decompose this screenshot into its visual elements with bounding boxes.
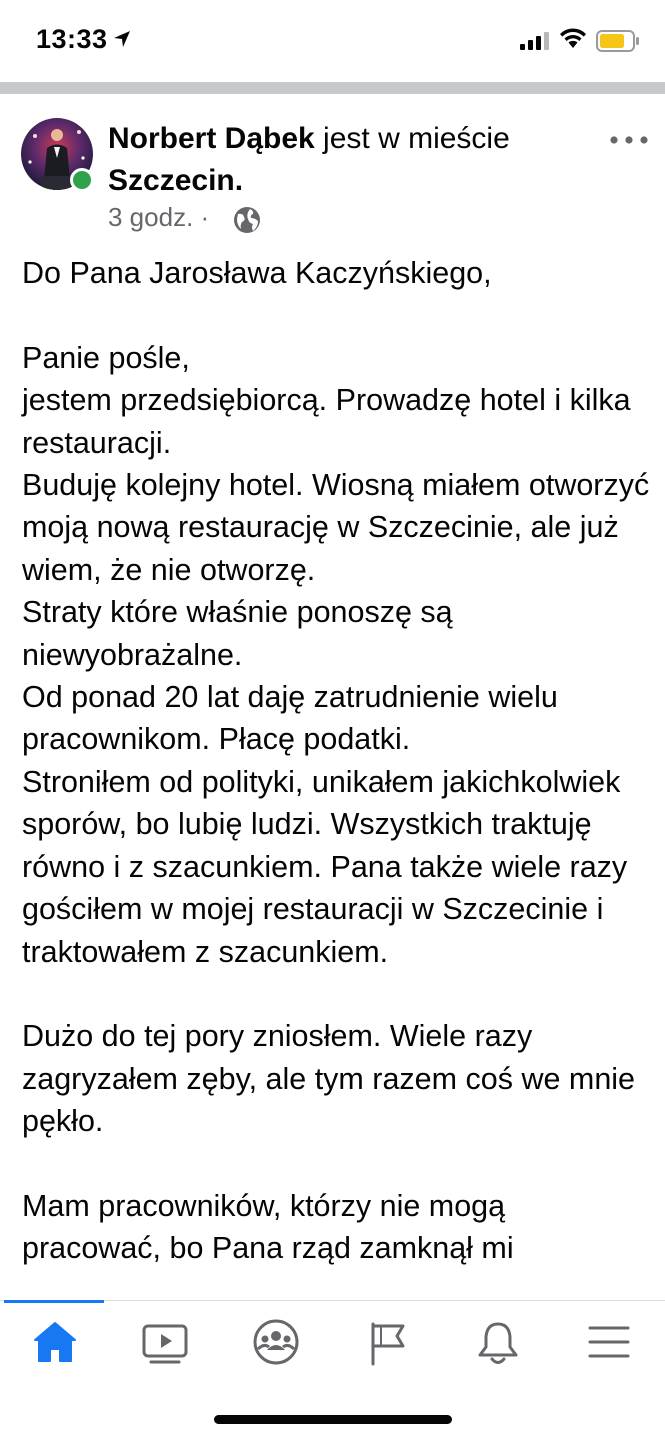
post-body-container bbox=[0, 244, 665, 1300]
location-arrow-icon bbox=[112, 29, 132, 49]
menu-icon[interactable] bbox=[581, 1316, 637, 1368]
active-tab-indicator bbox=[4, 1300, 104, 1303]
more-options-icon[interactable] bbox=[608, 130, 650, 150]
online-status-dot bbox=[70, 168, 94, 192]
post-header bbox=[0, 94, 665, 244]
post-title bbox=[108, 118, 598, 202]
feed-divider bbox=[0, 82, 665, 94]
post-body: Do Pana Jarosława Kaczyńskiego, Panie pośle, jestem przedsiębiorcą. Prowadzę hotel i kilka restauracji. Buduję kolejny hotel. Wiosną miałem otworzyć moją nową restaurację w Szczecinie, ale już wiem, że nie otworzę. Straty które właśnie ponoszę są niewyobrażalne. Od ponad 20 lat daję zatrudnienie wielu pracownikom. Płacę podatki. Stroniłem od polityki, unikałem jakichkolwiek sporów, bo lubię ludzi. Wszystkich traktuję równo i z szacunkiem. Pana także wiele razy gościłem w mojej restauracji w Szczecinie i traktowałem z szacunkiem. Dużo do tej pory zniosłem. Wiele razy zagryzałem zęby, ale tym razem coś we mnie pękło. Mam pracowników, którzy nie mogą pracować, bo Pana rząd zamknął mi bbox=[22, 256, 650, 1266]
notifications-bell-icon[interactable] bbox=[470, 1316, 526, 1368]
location-prefix: jest w mieście bbox=[314, 122, 510, 155]
location-link[interactable]: Szczecin. bbox=[108, 164, 244, 197]
home-indicator[interactable] bbox=[214, 1415, 452, 1424]
post-timestamp[interactable]: 3 godz. · bbox=[108, 202, 210, 232]
groups-icon[interactable] bbox=[248, 1316, 304, 1368]
author-name[interactable]: Norbert Dąbek bbox=[108, 122, 315, 155]
battery-icon bbox=[596, 30, 640, 52]
video-icon[interactable] bbox=[137, 1316, 193, 1368]
home-icon[interactable] bbox=[27, 1316, 83, 1368]
status-time: 13:33 bbox=[36, 24, 108, 54]
signal-icon bbox=[520, 32, 550, 50]
wifi-icon bbox=[559, 27, 587, 49]
pages-flag-icon[interactable] bbox=[359, 1316, 415, 1368]
status-bar bbox=[0, 0, 665, 82]
globe-icon bbox=[232, 205, 262, 235]
